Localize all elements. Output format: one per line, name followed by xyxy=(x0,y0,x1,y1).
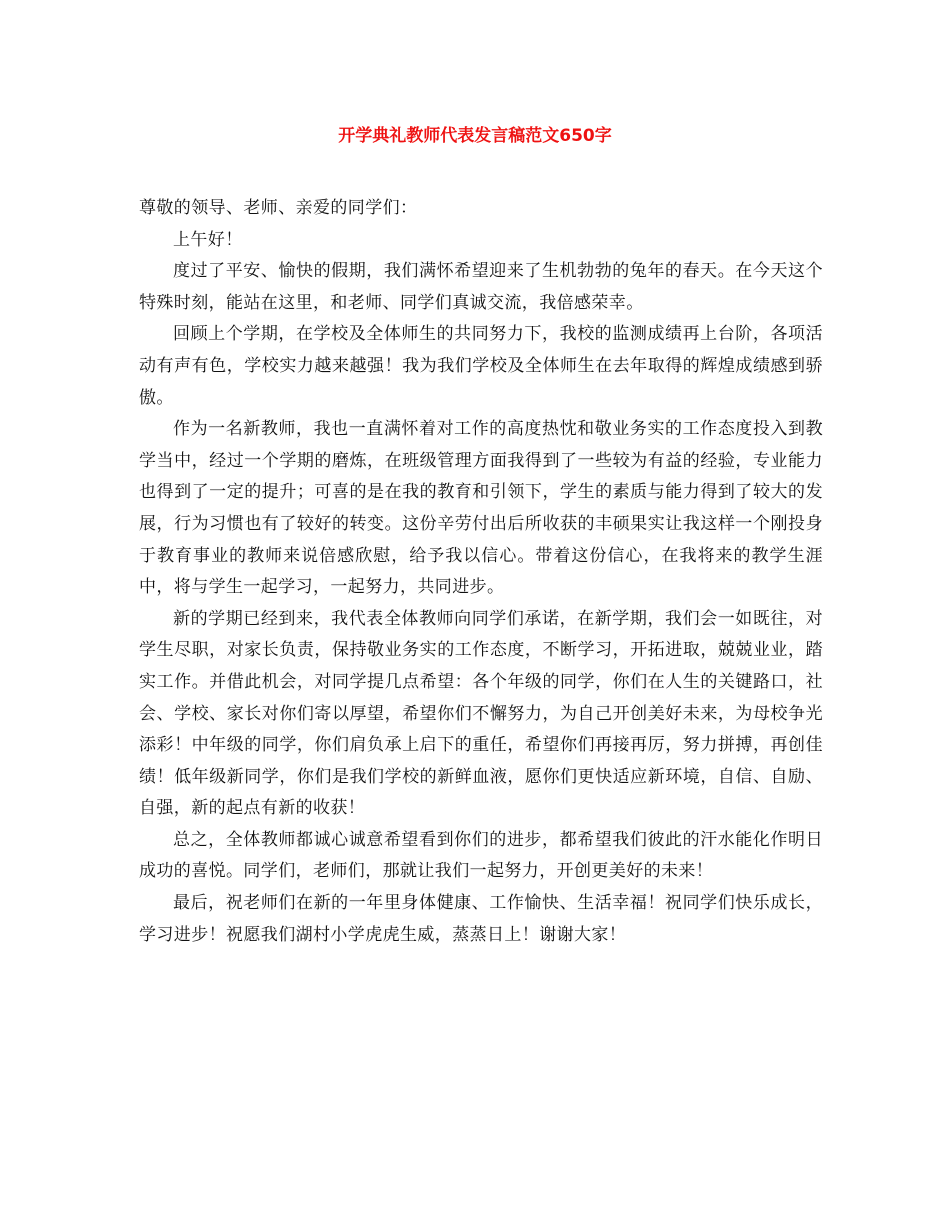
salutation: 尊敬的领导、老师、亲爱的同学们： xyxy=(139,198,418,218)
paragraph-new-semester: 新的学期已经到来，我代表全体教师向同学们承诺，在新学期，我们会一如既往，对学生尽职，对家长负责，保持敬业务实的工作态度，不断学习，开拓进取，兢兢业业，踏实工作。并借此机会，对同学提几点希望：各个年级的同学，你们在人生的关键路口，社会、学校、家长对你们寄以厚望，希望你们不懈努力，为自己开创美好未来，为母校争光添彩！中年级的同学，你们肩负承上启下的重任，希望你们再接再厉，努力拼搏，再创佳绩！低年级新同学，你们是我们学校的新鲜血液，愿你们更快适应新环境，自信、自励、自强，新的起点有新的收获！ xyxy=(139,608,823,819)
document-title: 开学典礼教师代表发言稿范文650字 xyxy=(338,126,612,146)
paragraph-summary: 总之，全体教师都诚心诚意希望看到你们的进步，都希望我们彼此的汗水能化作明日成功的喜悦。同学们，老师们，那就让我们一起努力，开创更美好的未来！ xyxy=(139,829,823,882)
paragraph-holiday: 度过了平安、愉快的假期，我们满怀希望迎来了生机勃勃的兔年的春天。在今天这个特殊时刻，能站在这里，和老师、同学们真诚交流，我倍感荣幸。 xyxy=(139,261,823,313)
paragraph-closing: 最后，祝老师们在新的一年里身体健康、工作愉快、生活幸福！祝同学们快乐成长，学习进步！祝愿我们湖村小学虎虎生威，蒸蒸日上！谢谢大家！ xyxy=(139,893,823,945)
document-body xyxy=(139,193,823,951)
paragraph-greeting: 上午好！ xyxy=(173,229,243,250)
paragraph-new-teacher: 作为一名新教师，我也一直满怀着对工作的高度热忱和敬业务实的工作态度投入到教学当中，经过一个学期的磨炼，在班级管理方面我得到了一些较为有益的经验，专业能力也得到了一定的提升；可喜的是在我的教育和引领下，学生的素质与能力得到了较大的发展，行为习惯也有了较好的转变。这份辛劳付出后所收获的丰硕果实让我这样一个刚投身于教育事业的教师来说倍感欣慰，给予我以信心。带着这份信心，在我将来的教学生涯中，将与学生一起学习，一起努力，共同进步。 xyxy=(139,419,823,598)
paragraph-review: 回顾上个学期，在学校及全体师生的共同努力下，我校的监测成绩再上台阶，各项活动有声有色，学校实力越来越强！我为我们学校及全体师生在去年取得的辉煌成绩感到骄傲。 xyxy=(139,324,823,408)
